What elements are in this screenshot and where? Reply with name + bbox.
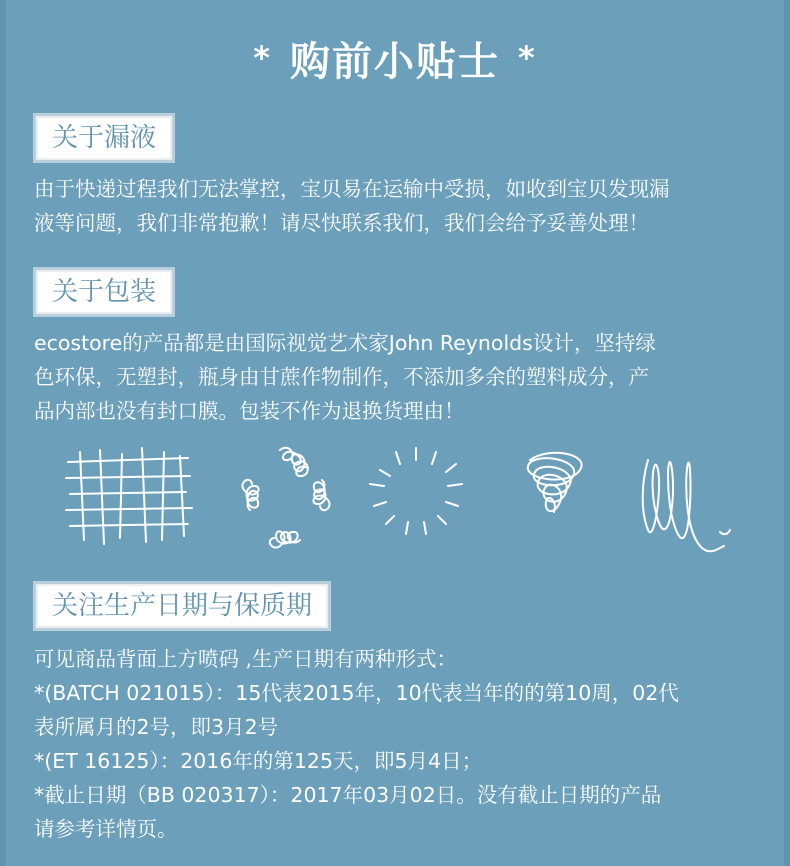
text-line: ecostore的产品都是由国际视觉艺术家John Reynolds设计，坚持绿 bbox=[34, 331, 656, 355]
spiral-doodle-icon bbox=[528, 453, 582, 512]
loop-wreath-doodle-icon bbox=[242, 448, 329, 548]
section-tag-packaging: 关于包装 bbox=[36, 270, 172, 314]
burst-doodle-icon bbox=[370, 448, 462, 534]
star-right-icon: * bbox=[518, 39, 537, 77]
text-line: *(ET 16125）：2016年的第125天，即5月4日； bbox=[34, 749, 483, 773]
page-title-text: 购前小贴士 bbox=[290, 38, 500, 85]
doodle-row bbox=[60, 440, 750, 555]
text-line: 由于快递过程我们无法掌控，宝贝易在运输中受损，如收到宝贝发现漏 bbox=[34, 177, 670, 201]
text-line: 请参考详情页。 bbox=[34, 817, 178, 841]
section-text-production-date bbox=[34, 642, 760, 846]
section-tag-leakage: 关于漏液 bbox=[36, 116, 172, 160]
section-tag-production-date: 关注生产日期与保质期 bbox=[36, 584, 328, 628]
section-text-leakage bbox=[34, 172, 760, 240]
text-line: 可见商品背面上方喷码 ,生产日期有两种形式： bbox=[34, 647, 458, 671]
text-line: 色环保，无塑封，瓶身由甘蔗作物制作，不添加多余的塑料成分，产 bbox=[34, 365, 649, 389]
text-line: 表所属月的2号，即3月2号 bbox=[34, 715, 279, 739]
left-border bbox=[0, 0, 6, 866]
text-line: *(BATCH 021015）：15代表2015年，10代表当年的的第10周，02代 bbox=[34, 681, 679, 705]
text-line: 品内部也没有封口膜。包装不作为退换货理由！ bbox=[34, 399, 465, 423]
text-line: 液等问题，我们非常抱歉！请尽快联系我们，我们会给予妥善处理！ bbox=[34, 211, 649, 235]
right-border bbox=[784, 0, 790, 866]
text-line: *截止日期（BB 020317）：2017年03月02日。没有截止日期的产品 bbox=[34, 783, 662, 807]
page-title bbox=[0, 28, 790, 88]
star-left-icon: * bbox=[253, 39, 272, 77]
crosshatch-doodle-icon bbox=[66, 448, 192, 544]
scribble-doodle-icon bbox=[643, 460, 730, 551]
section-text-packaging bbox=[34, 326, 760, 428]
